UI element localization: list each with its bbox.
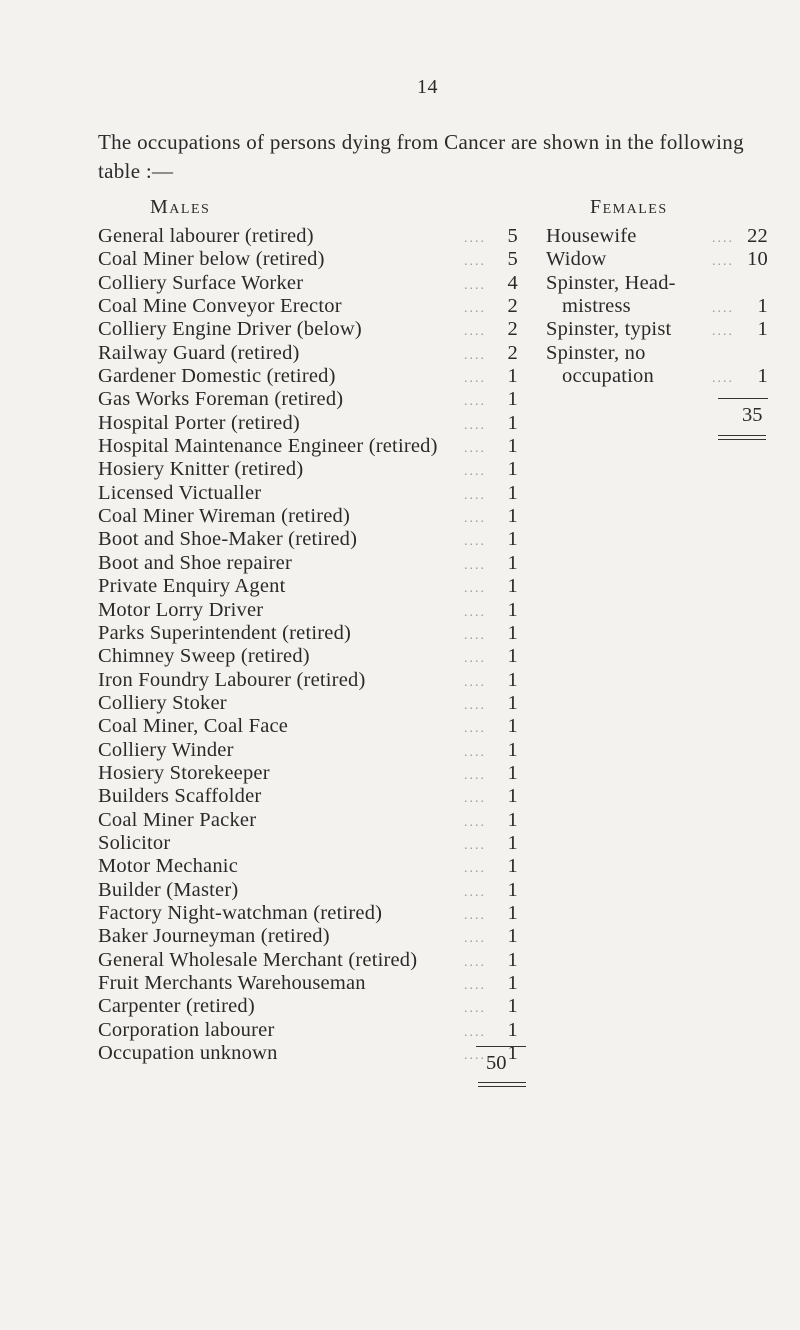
females-total-double-rule bbox=[718, 435, 766, 440]
table-row bbox=[98, 949, 518, 972]
table-row bbox=[546, 318, 768, 341]
occupation-label: Coal Mine Conveyor Erector bbox=[98, 295, 342, 318]
table-row bbox=[98, 458, 518, 481]
occupation-label: Colliery Winder bbox=[98, 738, 234, 761]
count-value: 1 bbox=[507, 948, 518, 971]
count-value: 1 bbox=[507, 505, 518, 528]
table-row bbox=[98, 669, 518, 692]
table-row bbox=[98, 225, 518, 248]
occupation-label: Railway Guard (retired) bbox=[98, 341, 300, 364]
count-value: 1 bbox=[757, 365, 768, 388]
table-row bbox=[98, 715, 518, 738]
leader-dots: .... bbox=[464, 931, 486, 947]
count-value: 1 bbox=[507, 435, 518, 458]
table-row bbox=[98, 879, 518, 902]
table-row bbox=[98, 575, 518, 598]
count-value: 1 bbox=[507, 668, 518, 691]
table-row bbox=[98, 528, 518, 551]
leader-dots: .... bbox=[464, 651, 486, 667]
count-value: 1 bbox=[757, 318, 768, 341]
occupation-label: Boot and Shoe repairer bbox=[98, 551, 292, 574]
occupation-label: General Wholesale Merchant (retired) bbox=[98, 948, 418, 971]
leader-dots: .... bbox=[464, 884, 486, 900]
table-row bbox=[98, 1019, 518, 1042]
occupation-label: Builders Scaffolder bbox=[98, 785, 262, 808]
count-value: 2 bbox=[507, 295, 518, 318]
count-value: 1 bbox=[507, 1042, 518, 1065]
count-value: 5 bbox=[507, 225, 518, 247]
males-total-double-rule bbox=[478, 1082, 526, 1087]
females-total-rule bbox=[718, 398, 768, 399]
table-row bbox=[98, 318, 518, 341]
count-value: 4 bbox=[507, 271, 518, 294]
count-value: 2 bbox=[507, 318, 518, 341]
count-value: 1 bbox=[507, 1018, 518, 1041]
leader-dots: .... bbox=[464, 487, 486, 503]
table-row bbox=[98, 505, 518, 528]
table-row bbox=[98, 692, 518, 715]
table-row bbox=[98, 972, 518, 995]
count-value: 1 bbox=[507, 901, 518, 924]
occupation-label: Chimney Sweep (retired) bbox=[98, 645, 310, 668]
leader-dots: .... bbox=[464, 604, 486, 620]
intro-paragraph: The occupations of persons dying from Cancer are shown in the following table :— bbox=[98, 130, 744, 183]
leader-dots: .... bbox=[464, 978, 486, 993]
occupation-label: Gardener Domestic (retired) bbox=[98, 365, 336, 388]
count-value: 1 bbox=[507, 621, 518, 644]
table-row bbox=[546, 248, 768, 271]
count-value: 1 bbox=[507, 388, 518, 411]
occupation-label: Occupation unknown bbox=[98, 1042, 278, 1065]
occupation-label: occupation bbox=[562, 365, 654, 388]
table-row bbox=[546, 295, 768, 318]
females-table bbox=[546, 225, 768, 388]
count-value: 1 bbox=[507, 691, 518, 714]
count-value: 1 bbox=[507, 528, 518, 551]
table-row bbox=[98, 412, 518, 435]
table-row bbox=[98, 785, 518, 808]
leader-dots: .... bbox=[464, 301, 486, 317]
table-row bbox=[98, 599, 518, 622]
count-value: 1 bbox=[507, 551, 518, 574]
table-row bbox=[546, 365, 768, 388]
females-total: 35 bbox=[742, 404, 763, 426]
occupation-label: Gas Works Foreman (retired) bbox=[98, 388, 344, 411]
occupation-label: Spinster, no bbox=[546, 341, 646, 364]
count-value: 1 bbox=[507, 575, 518, 598]
leader-dots: .... bbox=[464, 371, 486, 387]
males-heading: Males bbox=[150, 196, 211, 218]
count-value: 1 bbox=[507, 598, 518, 621]
leader-dots: .... bbox=[464, 394, 486, 410]
count-value: 1 bbox=[507, 855, 518, 878]
occupation-label: Solicitor bbox=[98, 831, 171, 854]
leader-dots: .... bbox=[464, 417, 486, 433]
occupation-label: Factory Night-watchman (retired) bbox=[98, 901, 383, 924]
leader-dots: .... bbox=[712, 231, 734, 246]
leader-dots: .... bbox=[464, 347, 486, 363]
occupation-label: Coal Miner below (retired) bbox=[98, 248, 325, 271]
occupation-label: Housewife bbox=[546, 225, 637, 247]
table-row bbox=[98, 925, 518, 948]
leader-dots: .... bbox=[464, 954, 486, 970]
count-value: 1 bbox=[507, 411, 518, 434]
count-value: 10 bbox=[747, 248, 768, 271]
leader-dots: .... bbox=[464, 674, 486, 690]
table-row bbox=[546, 342, 768, 365]
occupation-label: Hospital Porter (retired) bbox=[98, 411, 300, 434]
occupation-label: Builder (Master) bbox=[98, 878, 239, 901]
occupation-label: Hosiery Storekeeper bbox=[98, 761, 270, 784]
occupation-label: Coal Miner, Coal Face bbox=[98, 715, 289, 738]
males-total: 50 bbox=[486, 1052, 507, 1074]
leader-dots: .... bbox=[464, 231, 486, 246]
occupation-label: Iron Foundry Labourer (retired) bbox=[98, 668, 366, 691]
occupation-label: Colliery Engine Driver (below) bbox=[98, 318, 362, 341]
occupation-label: Motor Mechanic bbox=[98, 855, 238, 878]
count-value: 1 bbox=[507, 831, 518, 854]
leader-dots: .... bbox=[464, 557, 486, 573]
leader-dots: .... bbox=[464, 814, 486, 830]
count-value: 1 bbox=[507, 925, 518, 948]
table-row bbox=[98, 482, 518, 505]
table-row bbox=[98, 342, 518, 365]
table-row bbox=[98, 832, 518, 855]
leader-dots: .... bbox=[712, 324, 734, 340]
table-row bbox=[98, 388, 518, 411]
leader-dots: .... bbox=[712, 301, 734, 317]
table-row bbox=[546, 272, 768, 295]
table-row bbox=[98, 248, 518, 271]
occupation-label: Motor Lorry Driver bbox=[98, 598, 264, 621]
count-value: 1 bbox=[507, 972, 518, 994]
females-heading: Females bbox=[590, 196, 668, 218]
leader-dots: .... bbox=[464, 697, 486, 713]
leader-dots: .... bbox=[464, 254, 486, 270]
table-row bbox=[98, 435, 518, 458]
occupation-label: Boot and Shoe-Maker (retired) bbox=[98, 528, 358, 551]
occupation-label: Licensed Victualler bbox=[98, 481, 262, 504]
occupation-label: Carpenter (retired) bbox=[98, 995, 255, 1018]
table-row bbox=[98, 762, 518, 785]
table-row bbox=[98, 739, 518, 762]
occupation-label: Colliery Surface Worker bbox=[98, 271, 304, 294]
count-value: 5 bbox=[507, 248, 518, 271]
count-value: 22 bbox=[747, 225, 768, 247]
table-row bbox=[98, 552, 518, 575]
table-row bbox=[98, 809, 518, 832]
table-row bbox=[98, 295, 518, 318]
count-value: 1 bbox=[507, 761, 518, 784]
leader-dots: .... bbox=[464, 627, 486, 643]
count-value: 1 bbox=[507, 808, 518, 831]
table-row bbox=[98, 645, 518, 668]
occupation-label: Spinster, typist bbox=[546, 318, 672, 341]
leader-dots: .... bbox=[464, 1001, 486, 1017]
table-row bbox=[98, 272, 518, 295]
occupation-label: Baker Journeyman (retired) bbox=[98, 925, 330, 948]
occupation-label: Fruit Merchants Warehouseman bbox=[98, 972, 366, 994]
leader-dots: .... bbox=[464, 721, 486, 737]
occupation-label: Widow bbox=[546, 248, 607, 271]
occupation-label: General labourer (retired) bbox=[98, 225, 314, 247]
table-row bbox=[98, 622, 518, 645]
count-value: 1 bbox=[507, 785, 518, 808]
leader-dots: .... bbox=[464, 464, 486, 480]
count-value: 1 bbox=[507, 458, 518, 481]
leader-dots: .... bbox=[464, 744, 486, 760]
occupation-label: Colliery Stoker bbox=[98, 691, 227, 714]
count-value: 1 bbox=[757, 295, 768, 318]
leader-dots: .... bbox=[464, 791, 486, 807]
occupation-label: Coal Miner Wireman (retired) bbox=[98, 505, 351, 528]
count-value: 2 bbox=[507, 341, 518, 364]
leader-dots: .... bbox=[712, 371, 734, 387]
males-table bbox=[98, 225, 518, 1065]
table-row bbox=[98, 855, 518, 878]
count-value: 1 bbox=[507, 365, 518, 388]
table-row bbox=[98, 1042, 518, 1065]
occupation-label: mistress bbox=[562, 295, 631, 318]
leader-dots: .... bbox=[712, 254, 734, 270]
count-value: 1 bbox=[507, 481, 518, 504]
leader-dots: .... bbox=[464, 534, 486, 550]
count-value: 1 bbox=[507, 738, 518, 761]
leader-dots: .... bbox=[464, 861, 486, 877]
leader-dots: .... bbox=[464, 1048, 486, 1064]
count-value: 1 bbox=[507, 995, 518, 1018]
occupation-label: Spinster, Head- bbox=[546, 271, 676, 294]
table-row bbox=[98, 365, 518, 388]
leader-dots: .... bbox=[464, 277, 486, 293]
table-row bbox=[98, 995, 518, 1018]
page-number: 14 bbox=[417, 76, 438, 98]
occupation-label: Parks Superintendent (retired) bbox=[98, 621, 352, 644]
count-value: 1 bbox=[507, 878, 518, 901]
males-total-rule bbox=[476, 1046, 526, 1047]
leader-dots: .... bbox=[464, 581, 486, 597]
occupation-label: Private Enquiry Agent bbox=[98, 575, 286, 598]
table-row bbox=[98, 902, 518, 925]
occupation-label: Hosiery Knitter (retired) bbox=[98, 458, 304, 481]
leader-dots: .... bbox=[464, 324, 486, 340]
leader-dots: .... bbox=[464, 1024, 486, 1040]
count-value: 1 bbox=[507, 645, 518, 668]
leader-dots: .... bbox=[464, 907, 486, 923]
occupation-label: Hospital Maintenance Engineer (retired) bbox=[98, 435, 438, 458]
count-value: 1 bbox=[507, 715, 518, 738]
occupation-label: Coal Miner Packer bbox=[98, 808, 257, 831]
leader-dots: .... bbox=[464, 767, 486, 783]
leader-dots: .... bbox=[464, 511, 486, 527]
occupation-label: Corporation labourer bbox=[98, 1018, 275, 1041]
leader-dots: .... bbox=[464, 441, 486, 457]
leader-dots: .... bbox=[464, 837, 486, 853]
table-row bbox=[546, 225, 768, 248]
